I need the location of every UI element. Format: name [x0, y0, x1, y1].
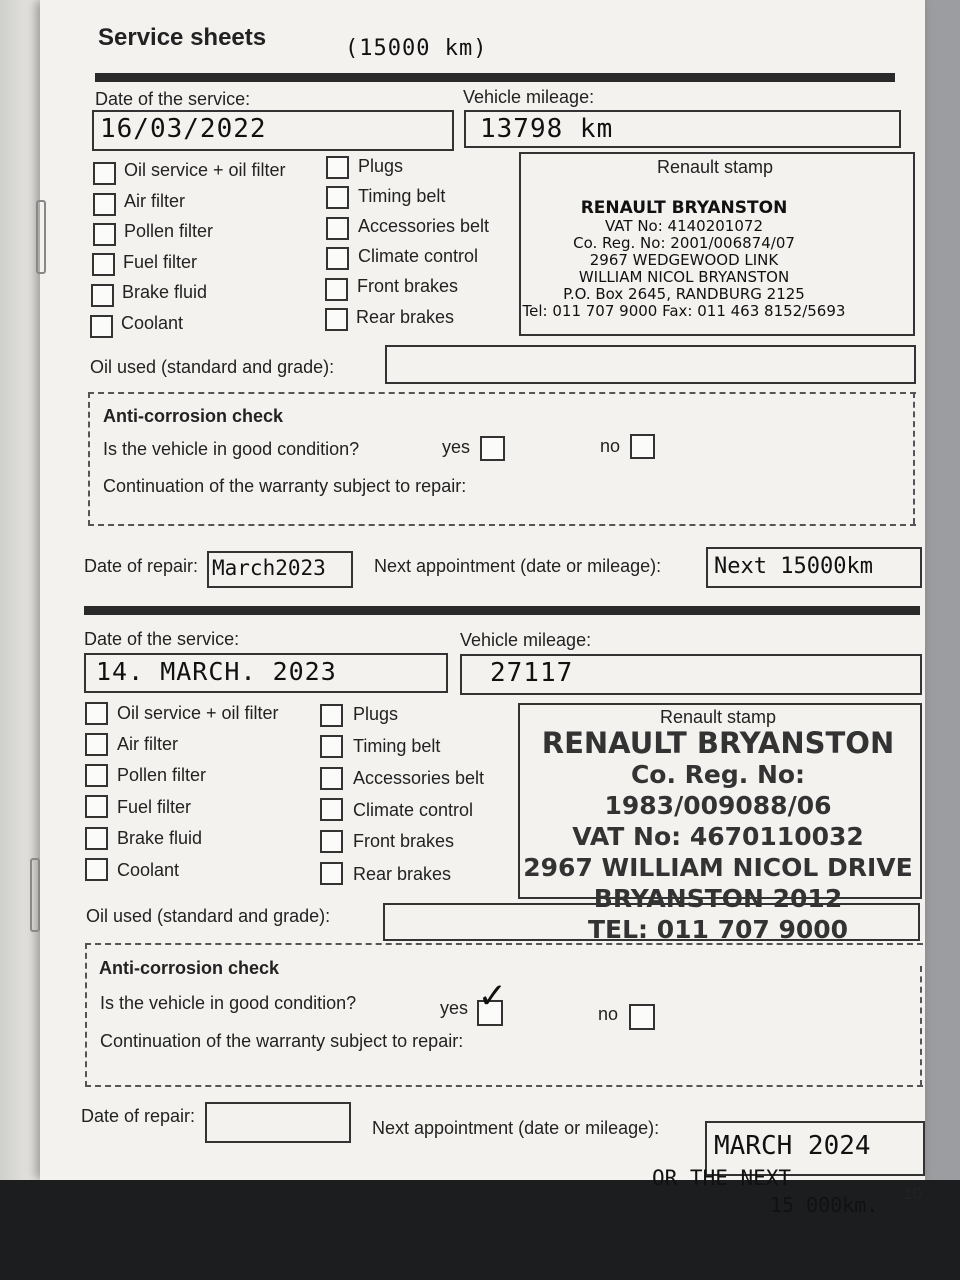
- sheet1-yes-label: yes: [442, 437, 471, 457]
- page-title: Service sheets: [98, 24, 267, 51]
- sheet2-yes-checkmark: ✓: [480, 972, 506, 1018]
- sheet2-check-label-accessories-belt: Accessories belt: [353, 768, 485, 788]
- sheet2-renault-stamp-label: Renault stamp: [659, 707, 777, 727]
- sheet1-check-label-plugs: Plugs: [358, 156, 404, 176]
- sheet1-stamp-line-pobox: P.O. Box 2645, RANDBURG 2125: [563, 285, 805, 303]
- sheet1-checkbox-timing-belt[interactable]: [326, 186, 349, 209]
- sheet1-continuation-label: Continuation of the warranty subject to repair:: [103, 476, 467, 496]
- sheet1-checkbox-brake-fluid[interactable]: [91, 284, 114, 307]
- sheet1-check-label-pollen-filter: Pollen filter: [124, 221, 214, 241]
- sheet1-check-label-accessories-belt: Accessories belt: [358, 216, 490, 236]
- binding-wire-bottom: [30, 858, 40, 932]
- sheet1-checkbox-front-brakes[interactable]: [325, 278, 348, 301]
- sheet2-check-label-front-brakes: Front brakes: [353, 831, 455, 851]
- sheet1-mileage-label: Vehicle mileage:: [463, 87, 595, 107]
- sheet1-no-checkbox[interactable]: [630, 434, 655, 459]
- sheet1-oil-used-field[interactable]: [385, 345, 916, 384]
- section-divider-middle: [84, 606, 920, 615]
- sheet1-checkbox-fuel-filter[interactable]: [92, 253, 115, 276]
- sheet2-checkbox-timing-belt[interactable]: [320, 735, 343, 758]
- sheet2-stamp-line-tel: TEL: 011 707 9000: [587, 915, 849, 944]
- sheet2-repair-label: Date of repair:: [81, 1106, 196, 1126]
- sheet1-oil-used-label: Oil used (standard and grade):: [90, 357, 335, 377]
- sheet2-checkbox-plugs[interactable]: [320, 704, 343, 727]
- sheet2-check-label-pollen-filter: Pollen filter: [117, 765, 207, 785]
- sheet1-check-label-climate-control: Climate control: [358, 246, 479, 266]
- sheet1-checkbox-coolant[interactable]: [90, 315, 113, 338]
- sheet2-mileage-value: 27117: [490, 658, 574, 688]
- sheet1-no-label: no: [600, 436, 621, 456]
- sheet1-checkbox-rear-brakes[interactable]: [325, 308, 348, 331]
- sheet1-renault-stamp-label: Renault stamp: [656, 157, 774, 177]
- sheet1-stamp-line-reg: Co. Reg. No: 2001/006874/07: [573, 234, 795, 252]
- sheet2-checkbox-pollen-filter[interactable]: [85, 764, 108, 787]
- sheet2-no-checkbox[interactable]: [629, 1004, 655, 1030]
- section-divider-top: [95, 73, 895, 82]
- sheet2-check-label-oil-service: Oil service + oil filter: [117, 703, 279, 723]
- sheet2-oil-used-label: Oil used (standard and grade):: [86, 906, 331, 926]
- sheet1-check-label-front-brakes: Front brakes: [357, 276, 459, 296]
- title-note-handwritten: (15000 km): [345, 36, 488, 61]
- sheet1-check-label-brake-fluid: Brake fluid: [122, 282, 208, 302]
- sheet2-stamp-line-name: RENAULT BRYANSTON: [541, 726, 895, 760]
- sheet2-check-label-climate-control: Climate control: [353, 800, 474, 820]
- sheet2-check-label-air-filter: Air filter: [117, 734, 179, 754]
- sheet1-check-label-coolant: Coolant: [121, 313, 184, 333]
- sheet2-check-label-brake-fluid: Brake fluid: [117, 828, 203, 848]
- sheet1-checkbox-oil-service[interactable]: [93, 162, 116, 185]
- sheet2-check-label-timing-belt: Timing belt: [353, 736, 441, 756]
- sheet1-next-appointment-label: Next appointment (date or mileage):: [374, 556, 662, 576]
- sheet2-stamp-line-area: BRYANSTON 2012: [593, 884, 843, 913]
- sheet1-repair-value: March2023: [212, 556, 326, 580]
- sheet2-next-appointment-value: MARCH 2024: [714, 1131, 871, 1161]
- sheet1-check-label-oil-service: Oil service + oil filter: [124, 160, 286, 180]
- sheet2-checkbox-oil-service[interactable]: [85, 702, 108, 725]
- sheet1-check-label-rear-brakes: Rear brakes: [356, 307, 455, 327]
- page-left-edge: [0, 0, 40, 1280]
- sheet2-checkbox-fuel-filter[interactable]: [85, 795, 108, 818]
- page-number: 10: [903, 1184, 922, 1203]
- sheet1-stamp-line-name: RENAULT BRYANSTON: [580, 198, 788, 218]
- sheet1-yes-checkbox[interactable]: [480, 436, 505, 461]
- sheet1-stamp-line-tel: Tel: 011 707 9000 Fax: 011 463 8152/5693: [522, 302, 846, 320]
- sheet2-good-condition-label: Is the vehicle in good condition?: [100, 993, 357, 1013]
- sheet2-checkbox-accessories-belt[interactable]: [320, 767, 343, 790]
- sheet2-checkbox-air-filter[interactable]: [85, 733, 108, 756]
- sheet2-checkbox-rear-brakes[interactable]: [320, 862, 343, 885]
- sheet1-stamp-line-area: WILLIAM NICOL BRYANSTON: [578, 268, 790, 286]
- sheet2-note-line2: 15 000km.: [770, 1193, 879, 1217]
- sheet2-yes-label: yes: [440, 998, 469, 1018]
- sheet2-check-label-fuel-filter: Fuel filter: [117, 797, 192, 817]
- sheet1-check-label-timing-belt: Timing belt: [358, 186, 446, 206]
- sheet2-check-label-plugs: Plugs: [353, 704, 399, 724]
- sheet1-checkbox-climate-control[interactable]: [326, 247, 349, 270]
- sheet2-stamp-line-address: 2967 WILLIAM NICOL DRIVE: [523, 853, 913, 882]
- sheet2-oil-used-field[interactable]: [383, 903, 920, 941]
- sheet2-date-value: 14. MARCH. 2023: [96, 657, 337, 686]
- sheet2-next-appointment-label: Next appointment (date or mileage):: [372, 1118, 660, 1138]
- sheet1-checkbox-plugs[interactable]: [326, 156, 349, 179]
- sheet1-date-label: Date of the service:: [95, 89, 251, 109]
- sheet2-check-label-rear-brakes: Rear brakes: [353, 864, 452, 884]
- sheet2-date-label: Date of the service:: [84, 629, 240, 649]
- sheet2-checkbox-climate-control[interactable]: [320, 798, 343, 821]
- sheet1-stamp-line-address: 2967 WEDGEWOOD LINK: [589, 251, 779, 269]
- sheet2-checkbox-brake-fluid[interactable]: [85, 827, 108, 850]
- sheet1-anticorrosion-title: Anti-corrosion check: [103, 406, 284, 426]
- sheet1-check-label-air-filter: Air filter: [124, 191, 186, 211]
- sheet1-stamp-line-vat: VAT No: 4140201072: [605, 217, 763, 235]
- sheet2-note-line1: OR THE NEXT: [652, 1166, 792, 1190]
- sheet1-checkbox-accessories-belt[interactable]: [326, 217, 349, 240]
- sheet2-checkbox-coolant[interactable]: [85, 858, 108, 881]
- sheet2-anticorrosion-title: Anti-corrosion check: [99, 958, 280, 978]
- sheet2-checkbox-front-brakes[interactable]: [320, 830, 343, 853]
- sheet2-check-label-coolant: Coolant: [117, 860, 180, 880]
- sheet2-continuation-label: Continuation of the warranty subject to repair:: [100, 1031, 464, 1051]
- sheet2-no-label: no: [598, 1004, 619, 1024]
- sheet2-anticorrosion-box-right: [920, 966, 922, 1086]
- sheet1-mileage-value: 13798 km: [480, 114, 614, 144]
- sheet1-date-value: 16/03/2022: [100, 114, 267, 144]
- sheet1-checkbox-pollen-filter[interactable]: [93, 223, 116, 246]
- sheet1-repair-label: Date of repair:: [84, 556, 199, 576]
- sheet2-repair-field[interactable]: [205, 1102, 351, 1143]
- sheet2-stamp-line-reg: Co. Reg. No: 1983/009088/06: [604, 760, 832, 820]
- sheet2-mileage-label: Vehicle mileage:: [460, 630, 592, 650]
- sheet1-checkbox-air-filter[interactable]: [93, 193, 116, 216]
- binding-wire-top: [36, 200, 46, 274]
- underlying-page: [925, 0, 960, 1190]
- sheet1-anticorrosion-box-right: [913, 392, 915, 524]
- sheet1-good-condition-label: Is the vehicle in good condition?: [103, 439, 360, 459]
- sheet1-next-appointment-value: Next 15000km: [714, 554, 873, 579]
- sheet1-check-label-fuel-filter: Fuel filter: [123, 252, 198, 272]
- sheet2-stamp-line-vat: VAT No: 4670110032: [572, 822, 864, 851]
